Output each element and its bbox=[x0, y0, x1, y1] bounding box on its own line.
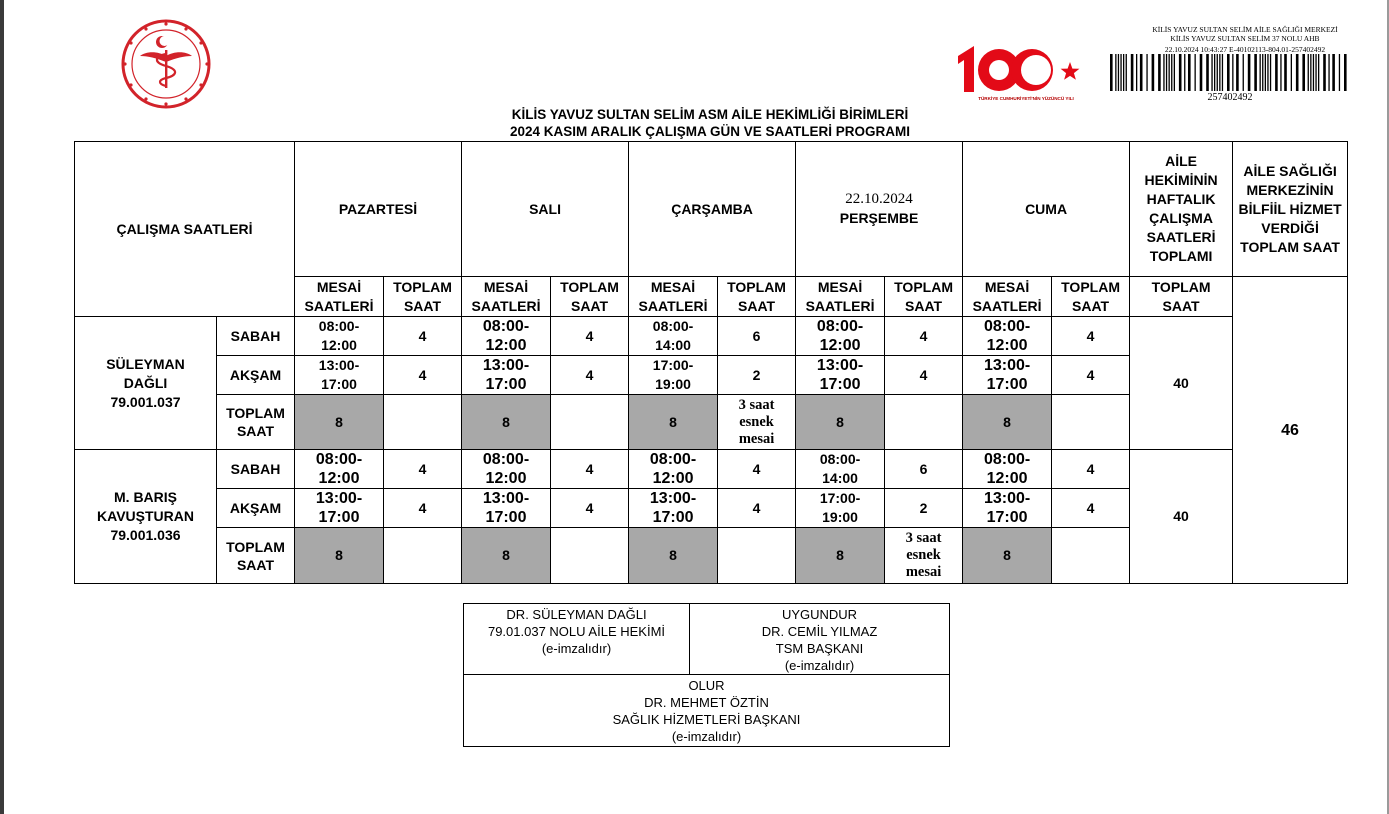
sub-header-total: TOPLAM SAAT bbox=[718, 277, 796, 317]
barcode-bar bbox=[1200, 54, 1203, 91]
doc-reference: 22.10.2024 10:43:27 E-40102113-804.01-257402492 bbox=[1164, 45, 1326, 54]
barcode-bar bbox=[1323, 54, 1326, 91]
center-total-value: 46 bbox=[1233, 277, 1348, 584]
total-cell: 4 bbox=[885, 356, 963, 395]
doctor-name: SÜLEYMAN DAĞLI bbox=[106, 355, 185, 391]
doctor-code: 79.001.036 bbox=[110, 527, 181, 543]
day-header-persembe bbox=[796, 142, 963, 277]
org-line-1: KİLİS YAVUZ SULTAN SELİM AİLE SAĞLIĞI MERKEZİ bbox=[1152, 25, 1338, 34]
barcode-bar bbox=[1270, 54, 1271, 91]
barcode-bar bbox=[1260, 54, 1261, 91]
sub-header-total: TOPLAM SAAT bbox=[1052, 277, 1130, 317]
barcode-bar bbox=[1158, 54, 1161, 91]
day-total-note bbox=[551, 395, 629, 450]
sub-header-hours: MESAİ SAATLERİ bbox=[796, 277, 885, 317]
hours-cell: 13:00- 17:00 bbox=[796, 356, 885, 395]
logo-100-caption: TÜRKİYE CUMHURİYETİ'NİN YÜZÜNCÜ YILI bbox=[978, 96, 1074, 101]
barcode-bar bbox=[1280, 54, 1281, 91]
total-cell: 4 bbox=[1052, 317, 1130, 356]
weekly-sub-header: TOPLAM SAAT bbox=[1130, 277, 1233, 317]
day-total-value: 8 bbox=[295, 528, 384, 584]
barcode-bar bbox=[1267, 54, 1268, 91]
document-barcode bbox=[1110, 54, 1350, 91]
total-cell: 2 bbox=[718, 356, 796, 395]
hours-cell: 13:00- 17:00 bbox=[462, 356, 551, 395]
day-header-sali: SALI bbox=[462, 142, 629, 277]
barcode-bar bbox=[1195, 54, 1196, 91]
barcode-bar bbox=[1163, 54, 1164, 91]
barcode-bar bbox=[1302, 54, 1305, 91]
total-cell: 4 bbox=[1052, 450, 1130, 489]
doctor-code: 79.001.037 bbox=[110, 393, 181, 410]
barcode-bar bbox=[1166, 54, 1167, 91]
barcode-bar bbox=[1318, 54, 1319, 91]
barcode-bar bbox=[1171, 54, 1172, 91]
signature-approver: UYGUNDUR DR. CEMİL YILMAZ TSM BAŞKANI (e-imzalıdır) bbox=[690, 604, 950, 675]
schedule-table bbox=[74, 141, 1348, 584]
barcode-bar bbox=[1262, 54, 1263, 91]
barcode-bar bbox=[1227, 54, 1230, 91]
barcode-bar bbox=[1211, 54, 1212, 91]
barcode-bar bbox=[1126, 54, 1127, 91]
day-total-value: 8 bbox=[629, 528, 718, 584]
row-label-toplam: TOPLAM SAAT bbox=[217, 528, 295, 584]
barcode-bar bbox=[1332, 54, 1335, 91]
doctor-2-cell bbox=[75, 450, 217, 584]
row-label-aksam: AKŞAM bbox=[217, 489, 295, 528]
table-row bbox=[75, 450, 1348, 489]
doctor-name: M. BARIŞ KAVUŞTURAN bbox=[97, 489, 194, 524]
row-label-sabah: SABAH bbox=[217, 317, 295, 356]
total-cell: 4 bbox=[885, 317, 963, 356]
hours-cell: 17:00- 19:00 bbox=[629, 356, 718, 395]
total-cell: 4 bbox=[384, 356, 462, 395]
barcode-bar bbox=[1236, 54, 1239, 91]
signature-doctor: DR. SÜLEYMAN DAĞLI 79.01.037 NOLU AİLE HEKİMİ (e-imzalıdır) bbox=[464, 604, 690, 675]
barcode-bar bbox=[1310, 54, 1311, 91]
total-cell: 4 bbox=[1052, 356, 1130, 395]
total-cell: 6 bbox=[885, 450, 963, 489]
barcode-bar bbox=[1284, 54, 1287, 91]
barcode-bar bbox=[1232, 54, 1233, 91]
row-label-toplam: TOPLAM SAAT bbox=[217, 395, 295, 450]
barcode-bar bbox=[1169, 54, 1170, 91]
sub-header-hours: MESAİ SAATLERİ bbox=[295, 277, 384, 317]
flex-hours-note: 3 saat esnek mesai bbox=[885, 528, 963, 584]
hours-cell: 08:00- 12:00 bbox=[295, 317, 384, 356]
hours-cell: 08:00- 12:00 bbox=[295, 450, 384, 489]
barcode-bar bbox=[1152, 54, 1155, 91]
hours-cell: 13:00- 17:00 bbox=[295, 489, 384, 528]
barcode-bar bbox=[1120, 54, 1121, 91]
day-total-note bbox=[384, 395, 462, 450]
org-line-2: KİLİS YAVUZ SULTAN SELİM 37 NOLU AHB bbox=[1170, 34, 1320, 43]
barcode-bar bbox=[1110, 54, 1113, 91]
barcode-bar bbox=[1313, 54, 1314, 91]
sub-header-hours: MESAİ SAATLERİ bbox=[629, 277, 718, 317]
barcode-bar bbox=[1214, 54, 1215, 91]
flex-hours-note: 3 saat esnek mesai bbox=[718, 395, 796, 450]
sub-header-total: TOPLAM SAAT bbox=[885, 277, 963, 317]
corner-header: ÇALIŞMA SAATLERİ bbox=[75, 142, 295, 317]
center-total-header: AİLE SAĞLIĞI MERKEZİNİN BİLFİİL HİZMET VERDİĞİ TOPLAM SAAT bbox=[1233, 142, 1348, 277]
hours-cell: 13:00- 17:00 bbox=[462, 489, 551, 528]
day-total-value: 8 bbox=[963, 395, 1052, 450]
day-total-value: 8 bbox=[462, 395, 551, 450]
ministry-of-health-seal-logo bbox=[112, 18, 220, 110]
barcode-bar bbox=[1140, 54, 1143, 91]
title-line-2: 2024 KASIM ARALIK ÇALIŞMA GÜN VE SAATLERİ PROGRAMI bbox=[509, 124, 911, 139]
barcode-bar bbox=[1174, 54, 1175, 91]
hours-cell: 08:00- 12:00 bbox=[629, 450, 718, 489]
page-edge-left bbox=[0, 0, 4, 814]
total-cell: 4 bbox=[384, 317, 462, 356]
signature-final: OLUR DR. MEHMET ÖZTİN SAĞLIK HİZMETLERİ BAŞKANI (e-imzalıdır) bbox=[464, 675, 950, 747]
hours-cell: 08:00- 12:00 bbox=[796, 317, 885, 356]
hours-cell: 08:00- 12:00 bbox=[462, 450, 551, 489]
weekly-total-header: AİLE HEKİMİNİN HAFTALIK ÇALIŞMA SAATLERİ TOPLAMI bbox=[1130, 142, 1233, 277]
barcode-bar bbox=[1219, 54, 1220, 91]
barcode-bar bbox=[1265, 54, 1266, 91]
document-meta bbox=[1100, 25, 1389, 54]
doctor-1-cell bbox=[75, 317, 217, 450]
barcode-bar bbox=[1206, 54, 1209, 91]
weekly-total-value: 40 bbox=[1130, 317, 1233, 450]
hours-cell: 08:00- 12:00 bbox=[963, 317, 1052, 356]
barcode-bar bbox=[1131, 54, 1134, 91]
stamp-date: 22.10.2024 bbox=[845, 191, 913, 207]
hours-cell: 13:00- 17:00 bbox=[295, 356, 384, 395]
hours-cell: 13:00- 17:00 bbox=[963, 489, 1052, 528]
barcode-bar bbox=[1291, 54, 1292, 91]
barcode-bar bbox=[1254, 54, 1257, 91]
weekly-total-value: 40 bbox=[1130, 450, 1233, 584]
total-cell: 4 bbox=[551, 317, 629, 356]
hours-cell: 08:00- 12:00 bbox=[963, 450, 1052, 489]
day-total-note bbox=[1052, 395, 1130, 450]
day-total-note bbox=[885, 395, 963, 450]
hours-cell: 13:00- 17:00 bbox=[629, 489, 718, 528]
barcode-bar bbox=[1248, 54, 1251, 91]
hours-cell: 08:00- 14:00 bbox=[629, 317, 718, 356]
hours-cell: 08:00- 12:00 bbox=[462, 317, 551, 356]
barcode-bar bbox=[1179, 54, 1182, 91]
total-cell: 4 bbox=[551, 450, 629, 489]
day-total-value: 8 bbox=[629, 395, 718, 450]
hours-cell: 17:00- 19:00 bbox=[796, 489, 885, 528]
barcode-bar bbox=[1184, 54, 1185, 91]
day-total-value: 8 bbox=[462, 528, 551, 584]
day-header-persembe-label: PERŞEMBE bbox=[839, 210, 919, 226]
table-row bbox=[75, 317, 1348, 356]
barcode-bar bbox=[1118, 54, 1119, 91]
barcode-bar bbox=[1308, 54, 1309, 91]
total-cell: 4 bbox=[718, 489, 796, 528]
barcode-bar bbox=[1222, 54, 1223, 91]
sub-header-hours: MESAİ SAATLERİ bbox=[963, 277, 1052, 317]
day-total-value: 8 bbox=[963, 528, 1052, 584]
barcode-bar bbox=[1328, 54, 1329, 91]
barcode-bar bbox=[1339, 54, 1340, 91]
total-cell: 4 bbox=[551, 489, 629, 528]
total-cell: 4 bbox=[718, 450, 796, 489]
day-total-note bbox=[1052, 528, 1130, 584]
barcode-bar bbox=[1136, 54, 1137, 91]
day-total-note bbox=[551, 528, 629, 584]
title-line-1: KİLİS YAVUZ SULTAN SELİM ASM AİLE HEKİMLİĞİ BİRİMLERİ bbox=[511, 107, 909, 122]
barcode-bar bbox=[1344, 54, 1347, 91]
barcode-bar bbox=[1217, 54, 1218, 91]
sub-header-total: TOPLAM SAAT bbox=[551, 277, 629, 317]
total-cell: 4 bbox=[384, 489, 462, 528]
day-header-carsamba: ÇARŞAMBA bbox=[629, 142, 796, 277]
sub-header-total: TOPLAM SAAT bbox=[384, 277, 462, 317]
row-label-sabah: SABAH bbox=[217, 450, 295, 489]
barcode-bar bbox=[1315, 54, 1316, 91]
barcode-bar bbox=[1243, 54, 1244, 91]
day-total-value: 8 bbox=[796, 528, 885, 584]
total-cell: 6 bbox=[718, 317, 796, 356]
barcode-bar bbox=[1188, 54, 1191, 91]
sub-header-hours: MESAİ SAATLERİ bbox=[462, 277, 551, 317]
day-total-value: 8 bbox=[295, 395, 384, 450]
day-total-value: 8 bbox=[796, 395, 885, 450]
republic-100th-year-logo bbox=[954, 42, 1088, 104]
barcode-bar bbox=[1115, 54, 1116, 91]
signature-table bbox=[463, 603, 950, 747]
barcode-bar bbox=[1146, 54, 1147, 91]
day-header-pazartesi: PAZARTESİ bbox=[295, 142, 462, 277]
barcode-bar bbox=[1123, 54, 1124, 91]
total-cell: 2 bbox=[885, 489, 963, 528]
hours-cell: 08:00- 14:00 bbox=[796, 450, 885, 489]
hours-cell: 13:00- 17:00 bbox=[963, 356, 1052, 395]
total-cell: 4 bbox=[1052, 489, 1130, 528]
row-label-aksam: AKŞAM bbox=[217, 356, 295, 395]
barcode-bar bbox=[1275, 54, 1278, 91]
total-cell: 4 bbox=[551, 356, 629, 395]
day-header-cuma: CUMA bbox=[963, 142, 1130, 277]
total-cell: 4 bbox=[384, 450, 462, 489]
document-title bbox=[300, 106, 1120, 140]
day-total-note bbox=[718, 528, 796, 584]
barcode-bar bbox=[1296, 54, 1299, 91]
day-total-note bbox=[384, 528, 462, 584]
barcode-number: 257402492 bbox=[1207, 92, 1253, 103]
